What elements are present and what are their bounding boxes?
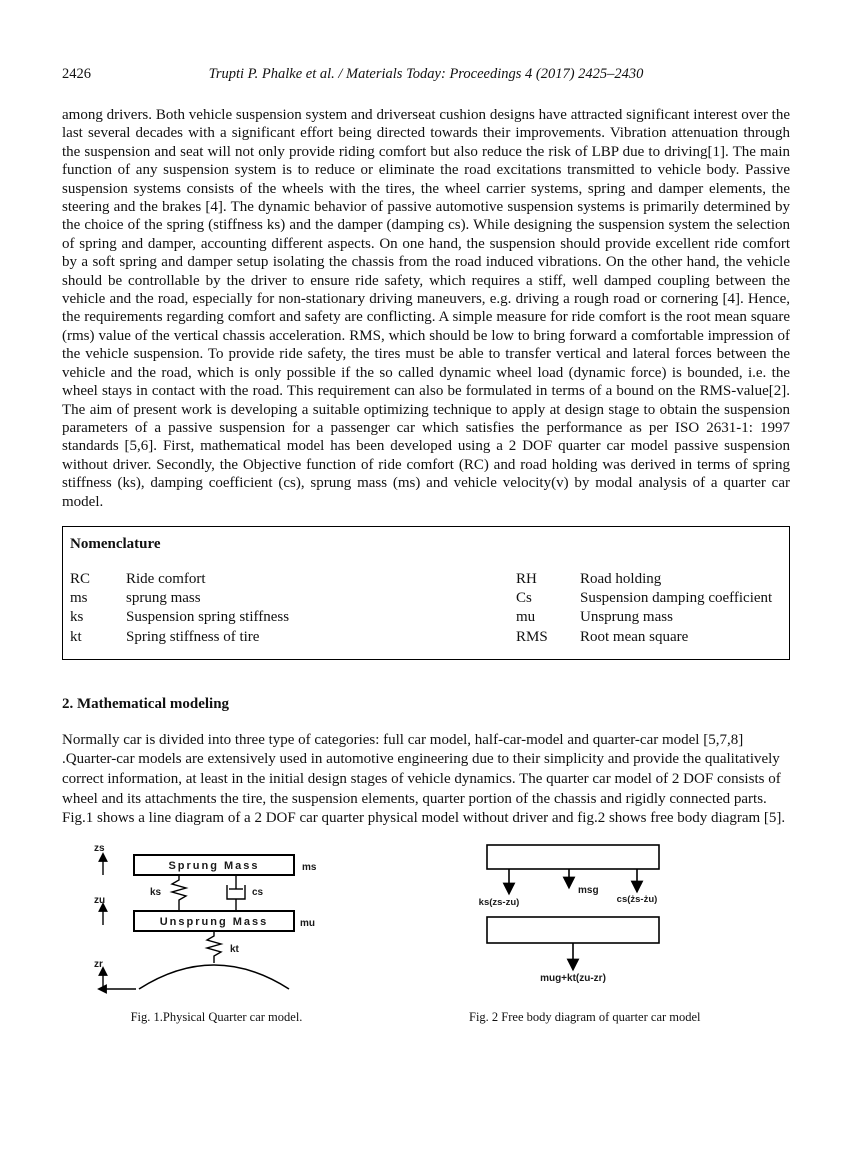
section2-paragraph: Normally car is divided into three type of categories: full car model, half-car-model and quarter-car model [5,7,8] .Quarter-car models are extensively used in automotive engineering due to their simplicity and provide the qualitatively correct information, at least in the initial design stages of vehicle dynamics. The quarter car model of 2 DOF consists of wheel and its attachments the tire, the suspension elements, quarter portion of the chassis and rigidly connected parts. Fig.1 shows a line diagram of a 2 DOF car quarter physical model without driver and fig.2 shows free body diagram [5]. <box>62 731 786 827</box>
sprung-mass-block <box>487 845 659 869</box>
sprung-mass-label: Sprung Mass <box>168 859 260 872</box>
ks-force-label: ks(zs-zu) <box>478 896 520 908</box>
page-number: 2426 <box>62 66 91 82</box>
spring-ks-symbol <box>172 875 186 911</box>
ms-label: ms <box>302 861 317 873</box>
zu-label: zu <box>94 894 106 906</box>
tire-force-label: mug+kt(zu-zr) <box>540 972 606 984</box>
cs-label: cs <box>252 886 264 898</box>
zr-label: zr <box>94 958 103 970</box>
nomenclature-symbol: RMS <box>516 628 548 645</box>
nomenclature-definition: Suspension damping coefficient <box>580 590 773 607</box>
nomenclature-table <box>70 570 779 647</box>
nomenclature-definition: sprung mass <box>126 590 201 607</box>
mu-label: mu <box>300 917 315 929</box>
figure-2-caption: Fig. 2 Free body diagram of quarter car model <box>469 1009 701 1024</box>
nomenclature-symbol: RH <box>516 570 537 587</box>
nomenclature-definition: Ride comfort <box>126 570 206 587</box>
figure-1 <box>94 841 339 1025</box>
running-title: Trupti P. Phalke et al. / Materials Today: Proceedings 4 (2017) 2425–2430 <box>208 66 644 82</box>
nomenclature-symbol: RC <box>70 570 91 587</box>
msg-label: msg <box>578 884 599 896</box>
nomenclature-definition: Suspension spring stiffness <box>126 609 290 626</box>
unsprung-mass-block <box>487 917 659 943</box>
intro-paragraph: among drivers. Both vehicle suspension system and driverseat cushion designs have attracted significant interest over the last several decades with a significant effort being directed towards their improvements. Vibration attenuation through the suspension and seat will not only provide riding comfort but also reduce the risk of LBP due to driving[1]. The main function of any suspension system is to reduce or eliminate the road excitations transmitted to vehicle body. Passive suspension systems consists of the wheels with the tires, the wheel carrier systems, spring and damper elements, the steering and the brakes [4]. The dynamic behavior of passive automotive suspension systems is primarily determined by the choice of the spring (stiffness ks) and the damper (damping cs). While designing the suspension system the selection of spring and damper, accounting different aspects. On one hand, the suspension should provide excellent ride comfort by a soft spring and damper setup isolating the chassis from the road induced vibrations. On the other hand, the vehicle should be controllable by the driver to ensure ride safety, which requires a stiff, well damped coupling between the vehicle and the road, especially for non-stationary driving maneuvers, e.g. driving a rough road or cornering [4]. Hence, the requirements regarding comfort and safety are conflicting. A simple measure for ride comfort is the root mean square (rms) value of the vertical chassis acceleration. RMS, which should be low to bring forward a comfortable impression of the vehicle suspension. To provide ride safety, the tires must be able to transfer vertical and lateral forces between the vehicle and the road, which is only possible if the so called dynamic wheel load (dynamic force) is bounded, i.e. the wheel stays in contact with the road. This requirement can also be formulated in terms of a bound on the RMS-value[2]. The aim of present work is developing a suitable optimizing technique to apply at design stage to obtain the suspension parameters of a passive suspension for a passenger car which satisfies the performance as per ISO 2631-1: 1997 standards [5,6]. First, mathematical model has been developed using a 2 DOF quarter car model passive suspension without driver. Secondly, the Objective function of ride comfort (RC) and road holding was derived in terms of spring stiffness (ks), damping coefficient (cs), sprung mass (ms) and vehicle velocity(v) by modal analysis of a quarter car model. <box>62 107 790 510</box>
nomenclature-box <box>62 526 790 660</box>
nomenclature-symbol: mu <box>516 609 536 626</box>
nomenclature-definition: Root mean square <box>580 628 689 645</box>
kt-label: kt <box>230 943 239 955</box>
free-body-diagram <box>469 841 681 999</box>
ks-label: ks <box>150 886 162 898</box>
section-heading-mathematical-modeling: 2. Mathematical modeling <box>62 695 230 712</box>
figure-2 <box>469 841 701 1025</box>
nomenclature-symbol: ks <box>70 609 84 626</box>
road-profile <box>139 965 289 989</box>
nomenclature-definition: Road holding <box>580 570 662 587</box>
page-header <box>62 66 790 84</box>
quarter-car-model-diagram <box>94 841 339 999</box>
spring-kt-symbol <box>207 931 221 963</box>
zs-label: zs <box>94 842 105 854</box>
figure-1-caption: Fig. 1.Physical Quarter car model. <box>130 1009 303 1024</box>
nomenclature-definition: Unsprung mass <box>580 609 673 626</box>
nomenclature-symbol: Cs <box>516 590 532 607</box>
nomenclature-symbol: ms <box>70 590 88 607</box>
nomenclature-definition: Spring stiffness of tire <box>126 628 260 645</box>
nomenclature-title: Nomenclature <box>70 535 161 552</box>
cs-force-label: cs(żs-żu) <box>616 893 658 905</box>
unsprung-mass-label: Unsprung Mass <box>159 915 269 928</box>
figures-row <box>62 841 790 1025</box>
nomenclature-symbol: kt <box>70 628 82 645</box>
